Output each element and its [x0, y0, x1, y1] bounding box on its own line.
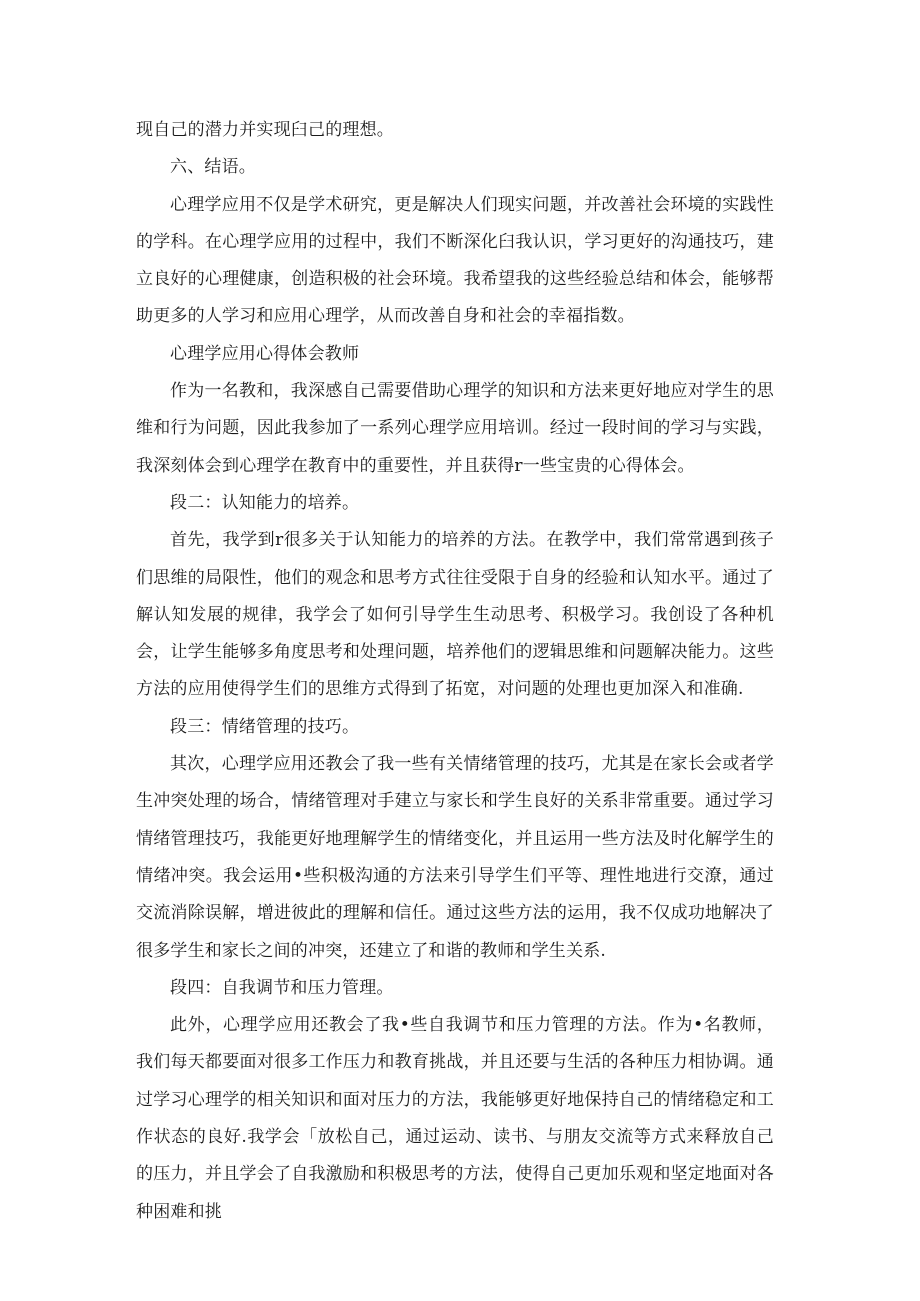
paragraph-stress: 此外，心理学应用还教会了我•些自我调节和压力管理的方法。作为•名教师，我们每天都要面对很多工作压力和教育挑战，并且还要与生活的各种压力相协调。通过学习心理学的相关知识和面对压力的方法，我能够更好地保持自己的情绪稳定和工作状态的良好.我学会「放松自己，通过运动、读书、与朋友交流等方式来释放自己的压力，并且学会了自我激励和积极思考的方法，使得自己更加乐观和坚定地面对各种困难和挑 [136, 1015, 774, 1222]
paragraph-emotion: 其次，心理学应用还教会了我一些有关情绪管理的技巧，尤其是在家长会或者学生冲突处理的场合，情绪管理对手建立与家长和学生良好的关系非常重要。通过学习情绪管理技巧，我能更好地理解学生的情绪变化，并且运用一些方法及时化解学生的情绪冲突。我会运用•些积极沟通的方法来引导学生们平等、理性地进行交潦，通过交流消除误解，增进彼此的理解和信任。通过这些方法的运用，我不仅成功地解决了很多学生和家长之间的冲突，还建立了和谐的教师和学生关系. [136, 754, 774, 961]
section-heading-emotion: 段三：情绪管理的技巧。 [170, 716, 360, 737]
section-heading-conclusion: 六、结语。 [170, 157, 256, 178]
paragraph-intro: 作为一名教和，我深感自己需要借助心理学的知识和方法来更好地应对学生的思维和行为问题，因此我参加了一系列心理学应用培训。经过一段时间的学习与实践，我深刻体会到心理学在教育中的重要性，并且获得r一些宝贵的心得体会。 [136, 381, 774, 476]
paragraph-conclusion: 心理学应用不仅是学术研究，更是解决人们现实问题，并改善社会环境的实践性的学科。在心理学应用的过程中，我们不断深化臼我认识，学习更好的沟通技巧，建立良好的心理健康，创造积极的社会环境。我希望我的这些经验总结和体会，能够帮助更多的人学习和应用心理学，从而改善自身和社会的幸福指数。 [136, 194, 774, 327]
paragraph-cognition: 首先，我学到r很多关于认知能力的培养的方法。在教学中，我们常常遇到孩子们思维的局限性，他们的观念和思考方式往往受限于自身的经验和认知水平。通过了解认知发展的规律，我学会了如何引导学生生动思考、积极学习。我创设了各种机会，让学生能够多角度思考和处理问题，培养他们的逻辑思维和问题解决能力。这些方法的应用使得学生们的思维方式得到了拓宽，对问题的处理也更加深入和准确. [136, 530, 774, 700]
document-body [136, 112, 774, 1231]
article-title: 心理学应用心得体会教师 [170, 343, 360, 364]
section-heading-stress: 段四：自我调节和压力管理。 [170, 977, 394, 998]
section-heading-cognition: 段二：认知能力的培养。 [170, 492, 360, 513]
paragraph-continuation: 现自己的潜力并实现臼己的理想。 [136, 120, 394, 140]
